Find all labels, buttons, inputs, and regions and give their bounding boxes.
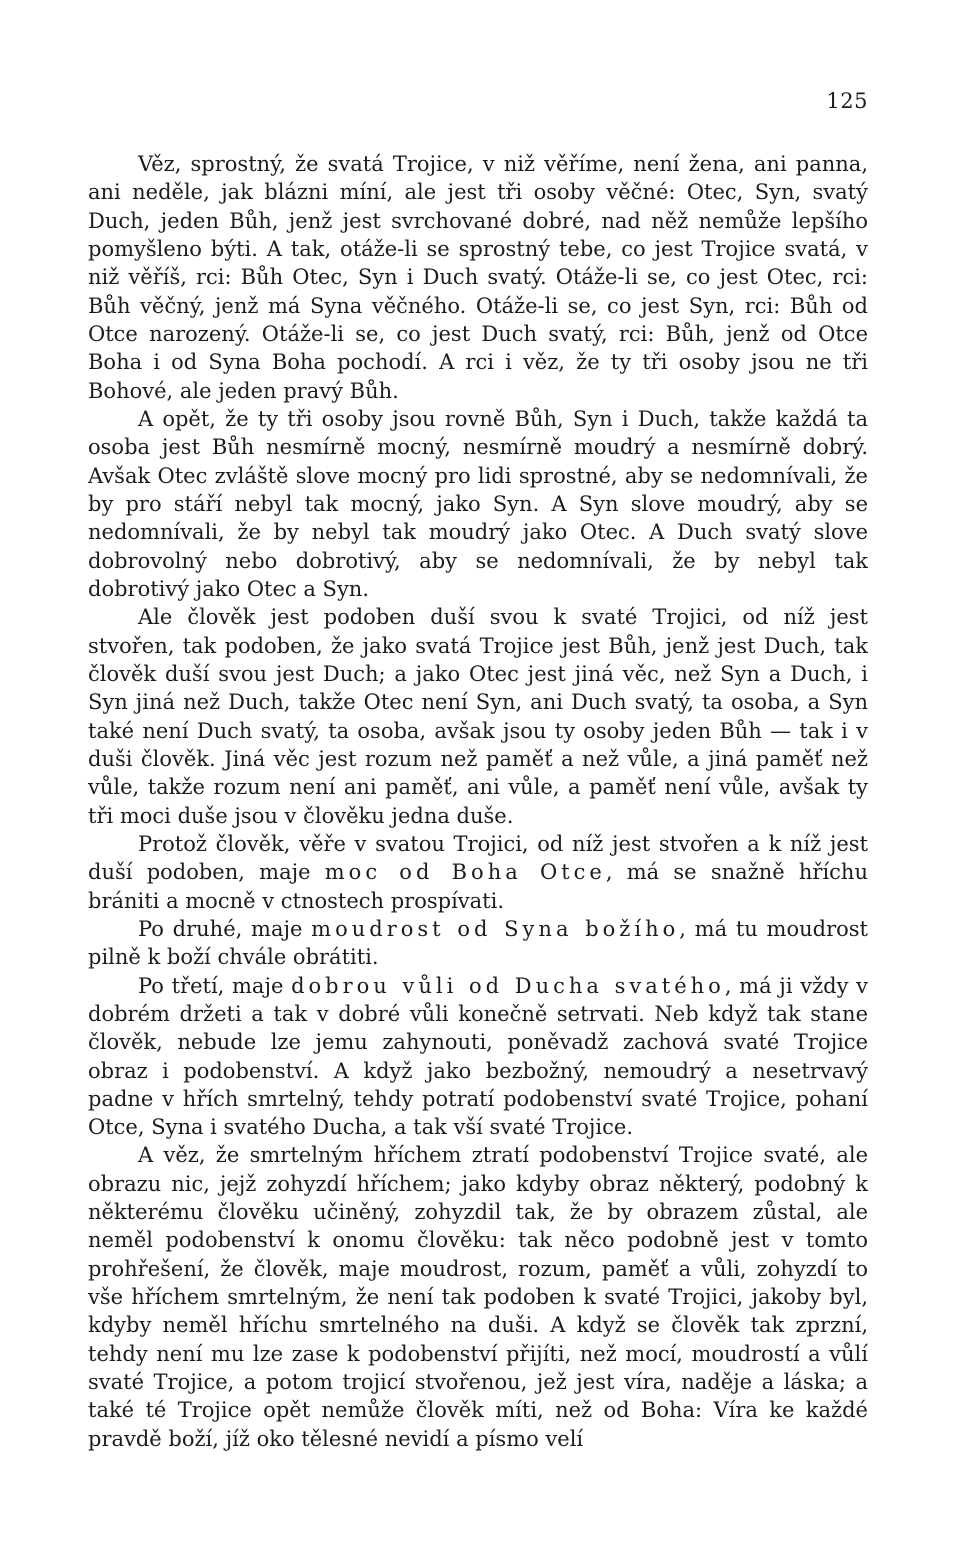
paragraph-6-text-end: , má ji vždy v dobrém držeti a tak v dobré vůli konečně setrvati. Neb když tak stane člověk, nebude lze jemu zahynouti, poněvadž zachová svaté Trojice obraz i podobenství. A když jako bezbožný, nemoudrý a nesetrvavý padne v hřích smrtelný, tehdy potratí podobenství svaté Trojice, pohaní Otce, Syna i svatého Ducha, a tak vší svaté Trojice. [88, 973, 868, 1140]
paragraph-4-text: Protož člověk, věře v svatou Trojici, od níž jest stvořen a k níž jest duší podoben, maje [88, 831, 868, 885]
page-number: 125 [826, 89, 868, 113]
paragraph-4 [88, 830, 868, 915]
paragraph-5 [88, 915, 868, 972]
paragraph-1: Věz, sprostný, že svatá Trojice, v niž věříme, není žena, ani panna, ani neděle, jak blázni míní, ale jest tři osoby věčné: Otec, Syn, svatý Duch, jeden Bůh, jenž jest svrchované dobré, nad něž nemůže lepšího pomyšleno býti. A tak, otáže-li se sprostný tebe, co jest Trojice svatá, v niž věříš, rci: Bůh Otec, Syn i Duch svatý. Otáže-li se, co jest Otec, rci: Bůh věčný, jenž má Syna věčného. Otáže-li se, co jest Syn, rci: Bůh od Otce narozený. Otáže-li se, co jest Duch svatý, rci: Bůh, jenž od Otce Boha i od Syna Boha pochodí. A rci i věz, že ty tři osoby jsou ne tři Bohové, ale jeden pravý Bůh. [88, 152, 868, 403]
paragraph-5-emphasis: moudrost od Syna božího [311, 916, 680, 941]
paragraph-5-text-end: , má tu moudrost pilně k boží chvále obrátiti. [88, 916, 868, 970]
paragraph-4-emphasis: moc od Boha Otce [324, 860, 606, 885]
paragraph-4-text-end: , má se snažně hříchu brániti a mocně v ctnostech prospívati. [88, 860, 868, 913]
paragraph-5-text: Po druhé, maje [138, 916, 312, 941]
paragraph-2: A opět, že ty tři osoby jsou rovně Bůh, Syn i Duch, takže každá ta osoba jest Bůh nesmírně mocný, nesmírně moudrý a nesmírně dobrý. Avšak Otec zvláště slove mocný pro lidi sprostné, aby se nedomnívali, že by pro stáří nebyl tak mocný, jako Syn. A Syn slove moudrý, aby se nedomnívali, že by nebyl tak moudrý jako Otec. A Duch svatý slove dobrovolný nebo dobrotivý, aby se nedomnívali, že by nebyl tak dobrotivý jako Otec a Syn. [88, 406, 868, 601]
paragraph-6 [88, 972, 868, 1142]
body-text [88, 150, 868, 1453]
paragraph-7: A věz, že smrtelným hříchem ztratí podobenství Trojice svaté, ale obrazu nic, jejž zohyzdí hříchem; jako kdyby obraz některý, podobný k některému člověku učiněný, zohyzdil tak, že by obrazem zůstal, ale neměl podobenství k onomu člověku: tak něco podobně jest v tomto prohřešení, že člověk, maje moudrost, rozum, paměť a vůli, zohyzdí to vše hříchem smrtelným, že není tak podoben k svaté Trojici, jakoby byl, kdyby neměl hříchu smrtelného na duši. A když se člověk tak zprzní, tehdy není mu lze zase k podobenství přijíti, než mocí, moudrostí a vůlí svaté Trojice, a potom trojicí stvořenou, jež jest víra, naděje a láska; a také té Trojice opět nemůže člověk míti, než od Boha: Víra ke každé pravdě boží, jíž oko tělesné nevidí a písmo velí [88, 1143, 868, 1451]
paragraph-6-text: Po třetí, maje [138, 973, 292, 998]
paragraph-6-emphasis: dobrou vůli od Ducha svatého [291, 973, 725, 998]
paragraph-3: Ale člověk jest podoben duší svou k svaté Trojici, od níž jest stvořen, tak podoben, že jako svatá Trojice jest Bůh, jenž jest Duch, tak člověk duší svou jest Duch; a jako Otec jest jiná věc, než Syn a Duch, i Syn jiná než Duch, takže Otec není Syn, ani Duch svatý, ta osoba, a Syn také není Duch svatý, ta osoba, avšak jsou ty osoby jeden Bůh — tak i v duši člověk. Jiná věc jest rozum než paměť a než vůle, a jiná paměť než vůle, takže rozum není ani paměť, ani vůle, a paměť není vůle, avšak ty tři moci duše jsou v člověku jedna duše. [88, 605, 868, 828]
